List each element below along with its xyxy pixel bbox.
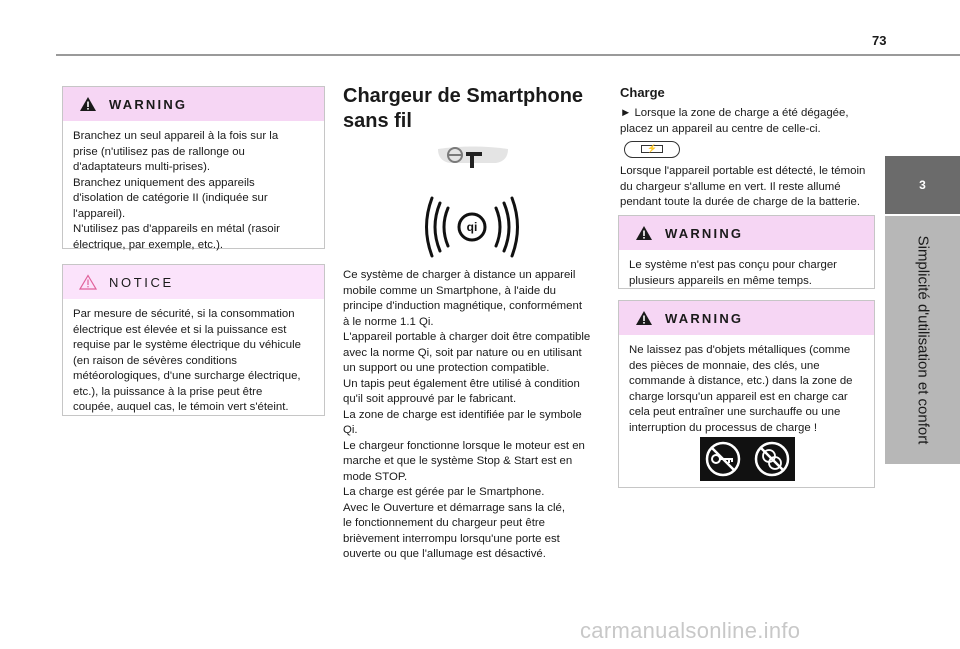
text-line: brièvement interrompu lorsqu'une porte est [343, 532, 560, 545]
text-line: plusieurs appareils en même temps. [629, 274, 812, 287]
text-line: requise par le système électrique du véhicule [73, 339, 301, 351]
title-line: sans fil [343, 110, 412, 132]
text-line: qu'il soit approuvé par le fabricant. [343, 393, 517, 405]
text-line: Le chargeur fonctionne lorsque le moteur est en [343, 439, 585, 452]
watermark: carmanualsonline.info [580, 618, 801, 643]
text-line: principe d'induction magnétique, conformément [343, 300, 582, 312]
detect-text [620, 164, 878, 211]
text-line: des pièces de monnaie, des clés, une [629, 359, 820, 372]
prohibited-objects-image [700, 437, 795, 481]
page-number: 73 [872, 33, 887, 48]
intro-text [343, 268, 603, 563]
text-line: prise (n'utilisez pas de rallonge ou [73, 145, 245, 158]
text-line: charge lorsqu'un appareil est en charge car [629, 390, 848, 403]
text-line: etc.), la puissance à la prise peut être [73, 385, 263, 398]
text-line: Lorsque l'appareil portable est détecté, le témoin [620, 165, 866, 177]
text-line: d'adaptateurs multi-prises). [73, 161, 211, 173]
car-dashboard-icon [436, 143, 510, 177]
charge-heading: Charge [620, 85, 665, 100]
warning-label: WARNING [665, 310, 744, 326]
title-line: Chargeur de Smartphone [343, 85, 584, 107]
text-line: du chargeur s'allume en vert. Il reste allumé [620, 180, 841, 193]
text-line: placez un appareil au centre de celle-ci. [620, 122, 821, 135]
svg-text:qi: qi [466, 220, 478, 234]
text-line: Branchez uniquement des appareils [73, 176, 255, 189]
text-line: interruption du processus de charge ! [629, 421, 818, 434]
text-line: L'appareil portable à charger doit être compatible [343, 331, 591, 343]
text-line: pendant toute la durée de charge de la batterie. [620, 196, 861, 208]
warning-triangle-icon [635, 225, 653, 241]
text-line: coupée, auquel cas, le témoin vert s'éteint. [73, 401, 289, 413]
charger-indicator-icon [624, 141, 680, 158]
text-line: N'utilisez pas d'appareils en métal (rasoir [73, 223, 280, 235]
chapter-title-tab [885, 216, 960, 464]
text-line: Le système n'est pas conçu pour charger [629, 259, 837, 271]
warning-text [619, 335, 874, 436]
text-line: cela peut entraîner une surchauffe ou une [629, 406, 841, 418]
text-line: (en raison de sévères conditions [73, 354, 237, 367]
text-line: Qi. [343, 424, 358, 436]
warning-box [618, 215, 875, 289]
notice-header [63, 265, 324, 299]
text-line: ouverte ou que l'allumage est désactivé. [343, 548, 546, 560]
warning-box [62, 86, 325, 249]
notice-text [63, 299, 324, 416]
text-line: marche et que le système Stop & Start est en [343, 455, 573, 467]
text-line: avec la norme Qi, soit par nature ou en utilisant [343, 346, 582, 359]
text-line: La zone de charge est identifiée par le symbole [343, 408, 582, 421]
text-line: Ne laissez pas d'objets métalliques (comme [629, 344, 851, 356]
text-line: Par mesure de sécurité, si la consommation [73, 308, 295, 320]
chapter-tab[interactable]: 3 [885, 156, 960, 214]
text-line: Avec le Ouverture et démarrage sans la clé, [343, 501, 566, 514]
no-key-icon [703, 440, 743, 478]
notice-box [62, 264, 325, 416]
text-line: le fonctionnement du chargeur peut être [343, 517, 546, 529]
text-line: ► Lorsque la zone de charge a été dégagée, [620, 107, 849, 119]
top-rule [56, 54, 960, 56]
text-line: commande à distance, etc.) dans la zone de [629, 375, 853, 387]
text-line: mode STOP. [343, 470, 408, 483]
warning-triangle-icon [79, 96, 97, 112]
section-title [343, 84, 583, 134]
text-line: Ce système de charger à distance un appareil [343, 269, 576, 281]
text-line: Un tapis peut également être utilisé à condition [343, 377, 580, 390]
text-line: électrique est élevée et si la puissance est [73, 323, 287, 336]
warning-label: WARNING [109, 96, 188, 112]
text-line: Branchez un seul appareil à la fois sur la [73, 130, 279, 142]
text-line: un support ou une protection compatible. [343, 362, 550, 374]
warning-header [619, 216, 874, 250]
notice-triangle-icon [79, 274, 97, 290]
text-line: à le norme 1.1 Qi. [343, 315, 434, 328]
warning-text [63, 121, 324, 253]
charge-step [620, 106, 878, 137]
warning-header [63, 87, 324, 121]
text-line: La charge est gérée par le Smartphone. [343, 486, 545, 498]
warning-text [619, 250, 874, 289]
warning-triangle-icon [635, 310, 653, 326]
chapter-title: Simplicité d'utilisation et confort [914, 235, 931, 445]
no-coin-icon [752, 440, 792, 478]
notice-label: NOTICE [109, 274, 174, 290]
text-line: météorologiques, d'une surcharge électrique, [73, 370, 301, 382]
text-line: électrique, par exemple, etc.). [73, 238, 224, 251]
warning-header [619, 301, 874, 335]
charger-symbol-icon: ⚡ [641, 145, 663, 153]
text-line: l'appareil). [73, 207, 126, 220]
text-line: mobile comme un Smartphone, à l'aide du [343, 284, 557, 297]
text-line: d'isolation de catégorie II (indiquée sur [73, 192, 268, 204]
warning-label: WARNING [665, 225, 744, 241]
qi-wireless-icon [424, 196, 520, 258]
